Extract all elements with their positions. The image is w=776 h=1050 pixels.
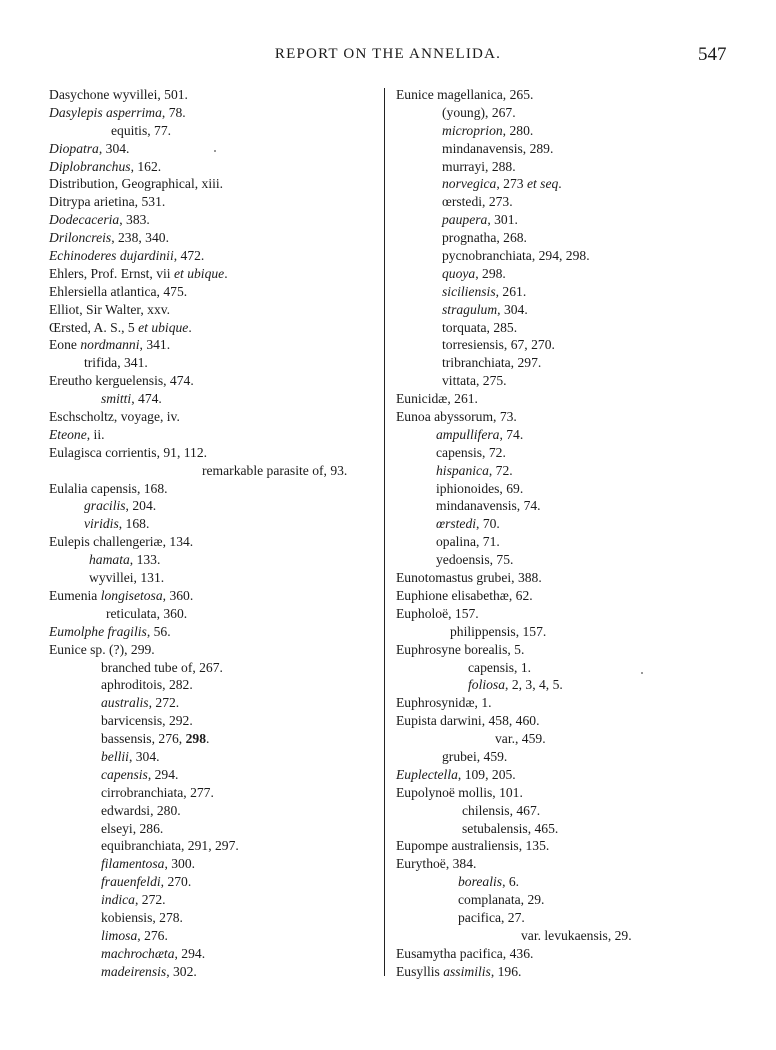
index-entry-text: prognatha, 268. bbox=[442, 230, 527, 246]
index-entry-text: branched tube of, 267. bbox=[101, 659, 223, 675]
index-entry-text: pacifica, 27. bbox=[458, 909, 525, 925]
index-entry bbox=[49, 712, 374, 730]
index-entry-text: . bbox=[558, 176, 562, 192]
index-entry bbox=[49, 480, 374, 498]
index-entry bbox=[396, 605, 726, 623]
index-entry bbox=[396, 766, 726, 784]
index-entry-text: , 298. bbox=[475, 265, 506, 281]
index-entry-text: Euphrosynidæ, 1. bbox=[396, 695, 492, 711]
index-entry-text: . bbox=[224, 265, 228, 281]
index-entry-text: indica bbox=[101, 892, 135, 908]
index-entry-text: , 133. bbox=[129, 552, 161, 568]
index-entry bbox=[49, 390, 374, 408]
index-entry-text: Diopatra bbox=[49, 140, 99, 156]
index-entry-text: yedoensis, 75. bbox=[436, 552, 514, 568]
index-entry-text: , 472. bbox=[173, 248, 205, 264]
index-entry-text: capensis, 72. bbox=[436, 444, 506, 460]
index-entry-text: Eone bbox=[49, 337, 81, 353]
index-entry bbox=[396, 408, 726, 426]
index-entry-text: murrayi, 288. bbox=[442, 158, 516, 174]
index-entry-text: Eschscholtz, voyage, iv. bbox=[49, 409, 180, 425]
index-entry bbox=[49, 730, 374, 748]
index-entry bbox=[49, 676, 374, 694]
index-entry bbox=[49, 945, 374, 963]
index-entry bbox=[396, 86, 726, 104]
index-entry bbox=[49, 533, 374, 551]
index-entry-text: grubei, 459. bbox=[442, 748, 508, 764]
index-entry-text: Eupolynoë mollis, 101. bbox=[396, 784, 523, 800]
index-entry bbox=[49, 283, 374, 301]
index-entry-text: Eurythoë, 384. bbox=[396, 856, 477, 872]
index-entry-text: Dasychone wyvillei, 501. bbox=[49, 87, 188, 102]
index-entry bbox=[396, 533, 726, 551]
index-entry-text: longisetosa bbox=[100, 587, 163, 603]
index-entry-text: Eumolphe fragilis bbox=[49, 623, 147, 639]
index-entry-text: ampullifera bbox=[436, 426, 500, 442]
index-entry bbox=[49, 837, 374, 855]
index-entry bbox=[396, 676, 726, 694]
index-entry-text: filamentosa bbox=[101, 856, 165, 872]
column-divider bbox=[384, 88, 385, 976]
index-entry bbox=[49, 820, 374, 838]
index-entry-text: et ubique bbox=[173, 265, 225, 281]
index-entry-text: kobiensis, 278. bbox=[101, 909, 183, 925]
index-entry bbox=[396, 694, 726, 712]
index-entry-text: , 261. bbox=[495, 283, 527, 299]
index-entry-text: torquata, 285. bbox=[442, 319, 518, 335]
index-entry-text: capensis bbox=[101, 766, 148, 782]
index-entry-text: philippensis, 157. bbox=[450, 623, 547, 639]
index-entry-text: , 72. bbox=[488, 462, 513, 478]
index-entry-text: frauenfeldi bbox=[101, 874, 161, 890]
index-entry-text: Ditrypa arietina, 531. bbox=[49, 194, 166, 210]
index-entry-text: Eumenia bbox=[49, 587, 101, 603]
index-entry-text: , 56. bbox=[146, 623, 171, 639]
index-entry bbox=[396, 551, 726, 569]
index-entry-text: edwardsi, 280. bbox=[101, 802, 181, 818]
index-entry-text: Euphrosyne borealis, 5. bbox=[396, 641, 525, 657]
index-entry-text: , 302. bbox=[166, 963, 197, 979]
index-entry-text: 298 bbox=[185, 731, 206, 747]
index-entry-text: australis bbox=[101, 695, 149, 711]
index-entry-text: Eteone bbox=[49, 426, 87, 442]
index-entry-text: vittata, 275. bbox=[442, 373, 507, 389]
index-entry-text: pycnobranchiata, 294, 298. bbox=[442, 248, 590, 264]
stray-mark bbox=[641, 672, 643, 674]
index-entry-text: Distribution, Geographical, xiii. bbox=[49, 176, 224, 192]
index-entry bbox=[396, 820, 726, 838]
index-entry-text: microprion bbox=[442, 122, 503, 138]
index-entry-text: , 301. bbox=[487, 212, 518, 228]
index-entry-text: , 196. bbox=[490, 963, 522, 979]
index-entry-text: Diplobranchus bbox=[49, 158, 131, 174]
index-entry-text: Echinoderes dujardinii bbox=[49, 248, 174, 264]
index-entry-text: capensis, 1. bbox=[468, 659, 532, 675]
index-entry-text: , 109, 205. bbox=[457, 766, 516, 782]
index-entry-text: , 276. bbox=[137, 927, 168, 943]
index-entry bbox=[396, 390, 726, 408]
index-entry-text: siciliensis bbox=[442, 283, 496, 299]
index-entry bbox=[396, 372, 726, 390]
index-entry-text: , 304. bbox=[128, 748, 160, 764]
index-entry bbox=[396, 122, 726, 140]
index-entry bbox=[49, 855, 374, 873]
index-entry-text: reticulata, 360. bbox=[106, 605, 188, 621]
index-entry bbox=[396, 319, 726, 337]
index-entry bbox=[49, 891, 374, 909]
index-entry-text: , 6. bbox=[502, 874, 520, 890]
index-entry bbox=[396, 873, 726, 891]
index-entry-text: madeirensis bbox=[101, 963, 167, 979]
index-entry bbox=[49, 515, 374, 533]
index-entry bbox=[49, 802, 374, 820]
index-entry bbox=[396, 229, 726, 247]
index-entry-text: Eunice magellanica, 265. bbox=[396, 87, 534, 102]
index-entry bbox=[396, 587, 726, 605]
index-entry-text: , 270. bbox=[160, 874, 192, 890]
index-entry bbox=[396, 515, 726, 533]
index-entry-text: setubalensis, 465. bbox=[462, 820, 559, 836]
index-entry-text: , 272. bbox=[134, 892, 166, 908]
index-entry bbox=[396, 336, 726, 354]
index-entry-text: borealis bbox=[458, 874, 503, 890]
index-entry bbox=[396, 802, 726, 820]
index-entry bbox=[49, 462, 374, 480]
index-entry bbox=[49, 140, 374, 158]
index-entry bbox=[396, 909, 726, 927]
index-entry-text: nordmanni bbox=[80, 337, 140, 353]
index-entry-text: Eupompe australiensis, 135. bbox=[396, 838, 550, 854]
index-entry bbox=[396, 426, 726, 444]
index-entry-text: chilensis, 467. bbox=[462, 802, 541, 818]
index-entry-text: Ereutho kerguelensis, 474. bbox=[49, 373, 194, 389]
index-entry-text: viridis bbox=[84, 516, 119, 532]
index-entry bbox=[49, 193, 374, 211]
index-entry bbox=[396, 659, 726, 677]
running-header: REPORT ON THE ANNELIDA. bbox=[274, 46, 502, 62]
index-entry bbox=[396, 963, 726, 981]
index-entry bbox=[49, 211, 374, 229]
index-entry bbox=[49, 927, 374, 945]
index-entry bbox=[49, 122, 374, 140]
index-entry-text: quoya bbox=[442, 265, 476, 281]
index-entry bbox=[49, 229, 374, 247]
index-entry-text: wyvillei, 131. bbox=[89, 570, 165, 586]
index-entry-text: Eulalia capensis, 168. bbox=[49, 480, 168, 496]
index-entry-text: Ehlers, Prof. Ernst, vii bbox=[49, 265, 174, 281]
index-entry bbox=[49, 587, 374, 605]
index-entry bbox=[396, 175, 726, 193]
index-entry-text: , 204. bbox=[125, 498, 157, 514]
index-entry-text: elseyi, 286. bbox=[101, 820, 164, 836]
index-entry-text: , 304. bbox=[497, 301, 528, 317]
index-entry-text: , 238, 340. bbox=[111, 230, 169, 246]
index-entry-text: hamata bbox=[89, 552, 130, 568]
index-entry-text: opalina, 71. bbox=[436, 534, 500, 550]
index-entry bbox=[49, 766, 374, 784]
index-entry-text: equibranchiata, 291, 297. bbox=[101, 838, 239, 854]
index-entry-text: Eunice sp. (?), 299. bbox=[49, 641, 155, 657]
index-entry-text: , 74. bbox=[499, 426, 524, 442]
index-entry-text: Eusyllis bbox=[396, 963, 444, 979]
index-entry-text: bassensis, 276, bbox=[101, 731, 186, 747]
index-entry-text: et seq bbox=[526, 176, 559, 192]
index-entry-text: torresiensis, 67, 270. bbox=[442, 337, 555, 353]
index-entry-text: limosa bbox=[101, 927, 138, 943]
index-entry-text: , 304. bbox=[98, 140, 130, 156]
index-entry-text: norvegica bbox=[442, 176, 497, 192]
index-entry-text: trifida, 341. bbox=[84, 355, 148, 371]
index-entry-text: hispanica bbox=[436, 462, 489, 478]
index-entry-text: , 168. bbox=[118, 516, 150, 532]
index-entry-text: , 272. bbox=[148, 695, 180, 711]
index-entry bbox=[396, 247, 726, 265]
index-entry-text: Eusamytha pacifica, 436. bbox=[396, 945, 534, 961]
index-entry bbox=[49, 569, 374, 587]
index-entry-text: , 474. bbox=[131, 391, 162, 407]
index-entry bbox=[49, 372, 374, 390]
index-entry-text: mindanavensis, 74. bbox=[436, 498, 541, 514]
index-entry bbox=[396, 265, 726, 283]
index-entry-text: Eulepis challengeriæ, 134. bbox=[49, 534, 194, 550]
index-entry bbox=[49, 104, 374, 122]
index-entry bbox=[49, 909, 374, 927]
index-entry-text: Eunicidæ, 261. bbox=[396, 391, 478, 407]
index-entry-text: Eunoa abyssorum, 73. bbox=[396, 409, 517, 425]
index-entry-text: , 78. bbox=[161, 104, 186, 120]
index-entry-text: Euphione elisabethæ, 62. bbox=[396, 587, 533, 603]
index-entry bbox=[396, 712, 726, 730]
index-entry bbox=[396, 354, 726, 372]
index-entry-text: Eunotomastus grubei, 388. bbox=[396, 570, 542, 586]
index-column-left bbox=[49, 86, 374, 981]
index-entry-text: tribranchiata, 297. bbox=[442, 355, 542, 371]
index-entry bbox=[49, 497, 374, 515]
index-entry bbox=[49, 265, 374, 283]
index-entry bbox=[396, 945, 726, 963]
index-entry-text: foliosa bbox=[468, 677, 506, 693]
index-entry-text: , 70. bbox=[476, 516, 500, 532]
index-entry bbox=[49, 301, 374, 319]
index-entry-text: barvicensis, 292. bbox=[101, 713, 193, 729]
index-entry bbox=[49, 175, 374, 193]
index-entry bbox=[49, 623, 374, 641]
index-entry-text: , 341. bbox=[139, 337, 171, 353]
index-entry bbox=[49, 408, 374, 426]
index-entry bbox=[396, 569, 726, 587]
index-entry bbox=[49, 444, 374, 462]
index-entry-text: paupera bbox=[442, 212, 488, 228]
index-entry-text: œrstedi, 273. bbox=[442, 194, 513, 210]
index-entry bbox=[396, 837, 726, 855]
stray-mark bbox=[214, 150, 216, 152]
index-entry bbox=[396, 641, 726, 659]
index-entry bbox=[49, 86, 374, 104]
index-entry bbox=[396, 927, 726, 945]
index-entry-text: Eupholoë, 157. bbox=[396, 605, 479, 621]
index-entry bbox=[396, 140, 726, 158]
index-entry-text: Elliot, Sir Walter, xxv. bbox=[49, 301, 171, 317]
index-entry-text: , 300. bbox=[164, 856, 196, 872]
index-entry-text: , ii. bbox=[86, 426, 105, 442]
index-entry-text: , 294. bbox=[147, 766, 179, 782]
index-entry bbox=[49, 641, 374, 659]
index-entry bbox=[49, 551, 374, 569]
index-entry bbox=[49, 784, 374, 802]
index-entry-text: Ehlersiella atlantica, 475. bbox=[49, 283, 188, 299]
index-entry-text: complanata, 29. bbox=[458, 892, 545, 908]
index-entry bbox=[49, 873, 374, 891]
index-entry bbox=[49, 605, 374, 623]
index-entry-text: . bbox=[188, 319, 192, 335]
index-entry-text: , 162. bbox=[130, 158, 162, 174]
index-entry-text: Dasylepis asperrima bbox=[49, 104, 162, 120]
index-entry bbox=[49, 336, 374, 354]
index-entry-text: Eulagisca corrientis, 91, 112. bbox=[49, 444, 208, 460]
index-entry-text: , 273 bbox=[496, 176, 527, 192]
index-entry-text: (young), 267. bbox=[442, 104, 516, 120]
index-entry bbox=[396, 104, 726, 122]
index-entry-text: assimilis bbox=[443, 963, 491, 979]
index-entry-text: var. levukaensis, 29. bbox=[521, 927, 632, 943]
index-entry-text: , 294. bbox=[174, 945, 206, 961]
index-entry bbox=[49, 963, 374, 981]
index-entry bbox=[49, 748, 374, 766]
index-entry bbox=[49, 659, 374, 677]
index-entry-text: . bbox=[205, 731, 210, 747]
index-entry-text: Euplectella bbox=[396, 766, 458, 782]
index-entry-text: remarkable parasite of, 93. bbox=[202, 462, 348, 478]
index-entry bbox=[396, 193, 726, 211]
index-entry bbox=[396, 283, 726, 301]
index-entry bbox=[49, 354, 374, 372]
index-entry bbox=[396, 211, 726, 229]
index-entry-text: Eupista darwini, 458, 460. bbox=[396, 713, 540, 729]
index-entry-text: , 280. bbox=[502, 122, 534, 138]
index-entry-text: Œrsted, A. S., 5 bbox=[49, 319, 139, 335]
index-entry-text: , 360. bbox=[162, 587, 194, 603]
index-entry-text: iphionoides, 69. bbox=[436, 480, 524, 496]
index-entry-text: gracilis bbox=[84, 498, 126, 514]
index-entry bbox=[396, 730, 726, 748]
index-entry-text: Dodecaceria bbox=[49, 212, 120, 228]
index-entry bbox=[49, 426, 374, 444]
index-entry bbox=[396, 891, 726, 909]
index-entry-text: Driloncreis bbox=[49, 230, 112, 246]
index-entry bbox=[396, 158, 726, 176]
index-entry-text: stragulum bbox=[442, 301, 498, 317]
index-entry bbox=[396, 748, 726, 766]
index-entry bbox=[49, 247, 374, 265]
index-entry-text: machrochæta bbox=[101, 945, 175, 961]
index-entry-text: œrstedi bbox=[436, 516, 477, 532]
index-column-right bbox=[396, 86, 726, 981]
index-entry bbox=[49, 158, 374, 176]
index-entry bbox=[396, 444, 726, 462]
index-entry-text: cirrobranchiata, 277. bbox=[101, 784, 214, 800]
index-entry-text: smitti bbox=[101, 391, 132, 407]
index-entry bbox=[396, 784, 726, 802]
index-entry bbox=[396, 301, 726, 319]
index-entry bbox=[396, 497, 726, 515]
index-entry-text: , 383. bbox=[119, 212, 150, 228]
index-entry-text: bellii bbox=[101, 748, 129, 764]
index-entry bbox=[49, 319, 374, 337]
index-entry bbox=[396, 462, 726, 480]
index-entry bbox=[396, 480, 726, 498]
page-number: 547 bbox=[698, 44, 727, 65]
index-entry-text: mindanavensis, 289. bbox=[442, 140, 554, 156]
index-entry-text: et ubique bbox=[138, 319, 189, 335]
index-entry-text: , 2, 3, 4, 5. bbox=[505, 677, 563, 693]
index-entry bbox=[396, 855, 726, 873]
index-entry-text: var., 459. bbox=[495, 731, 546, 747]
index-entry bbox=[396, 623, 726, 641]
index-entry bbox=[49, 694, 374, 712]
index-entry-text: aphroditois, 282. bbox=[101, 677, 193, 693]
index-entry-text: equitis, 77. bbox=[111, 122, 172, 138]
